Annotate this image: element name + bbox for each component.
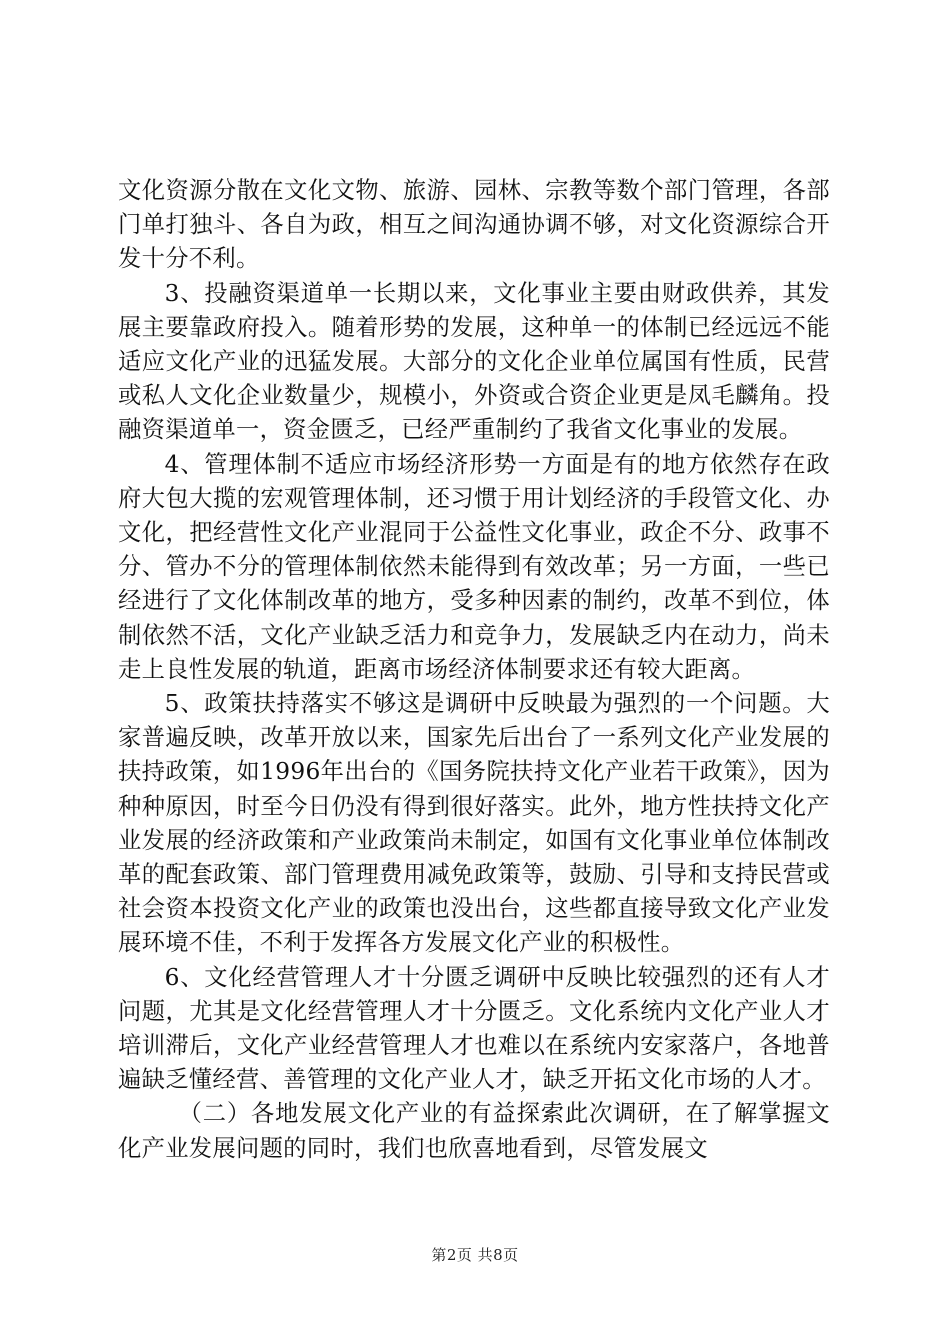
- paragraph-item-5: 5、政策扶持落实不够这是调研中反映最为强烈的一个问题。大家普遍反映，改革开放以来，国家先后出台了一系列文化产业发展的扶持政策，如1996年出台的《国务院扶持文化产业若干政策》，因为种种原因，时至今日仍没有得到很好落实。此外，地方性扶持文化产业发展的经济政策和产业政策尚未制定，如国有文化事业单位体制改革的配套政策、部门管理费用减免政策等，鼓励、引导和支持民营或社会资本投资文化产业的政策也没出台，这些都直接导致文化产业发展环境不佳，不利于发挥各方发展文化产业的积极性。: [118, 690, 830, 957]
- document-body: [118, 174, 830, 1166]
- paragraph-section-2: （二）各地发展文化产业的有益探索此次调研，在了解掌握文化产业发展问题的同时，我们也欣喜地看到，尽管发展文: [118, 1100, 830, 1162]
- paragraph-continued: 文化资源分散在文化文物、旅游、园林、宗教等数个部门管理，各部门单打独斗、各自为政，相互之间沟通协调不够，对文化资源综合开发十分不利。: [118, 177, 830, 273]
- paragraph-item-6: 6、文化经营管理人才十分匮乏调研中反映比较强烈的还有人才问题，尤其是文化经营管理人才十分匮乏。文化系统内文化产业人才培训滞后，文化产业经营管理人才也难以在系统内安家落户，各地普遍缺乏懂经营、善管理的文化产业人才，缺乏开拓文化市场的人才。: [118, 963, 830, 1094]
- page-number-footer: 第2页 共8页: [431, 1246, 519, 1264]
- paragraph-item-4: 4、管理体制不适应市场经济形势一方面是有的地方依然存在政府大包大揽的宏观管理体制，还习惯于用计划经济的手段管文化、办文化，把经营性文化产业混同于公益性文化事业，政企不分、政事不分、管办不分的管理体制依然未能得到有效改革；另一方面，一些已经进行了文化体制改革的地方，受多种因素的制约，改革不到位，体制依然不活，文化产业缺乏活力和竞争力，发展缺乏内在动力，尚未走上良性发展的轨道，距离市场经济体制要求还有较大距离。: [118, 450, 830, 683]
- paragraph-item-3: 3、投融资渠道单一长期以来，文化事业主要由财政供养，其发展主要靠政府投入。随着形势的发展，这种单一的体制已经远远不能适应文化产业的迅猛发展。大部分的文化企业单位属国有性质，民营或私人文化企业数量少，规模小，外资或合资企业更是凤毛麟角。投融资渠道单一，资金匮乏，已经严重制约了我省文化事业的发展。: [118, 279, 830, 444]
